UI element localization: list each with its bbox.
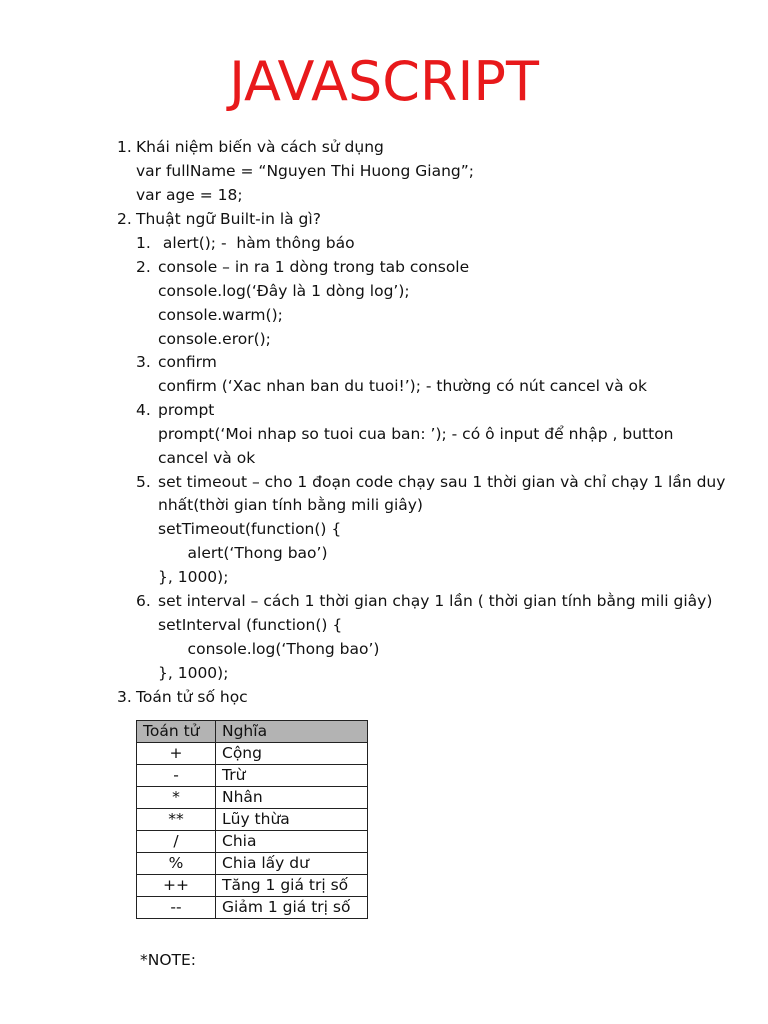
sub-item-line: confirm (‘Xac nhan ban du tuoi!’); - thường có nút cancel và ok: [158, 377, 647, 395]
table-row: [137, 831, 368, 853]
column-header: Toán tử: [137, 721, 216, 743]
sub-item-line: cancel và ok: [158, 449, 256, 467]
meaning-cell: Trừ: [216, 765, 368, 787]
operator-cell: +: [137, 743, 216, 765]
section-2-number: 2.: [117, 210, 132, 228]
sub-item-line: prompt(‘Moi nhap so tuoi cua ban: ’); - có ô input để nhập , button: [158, 425, 674, 443]
table-row: [137, 875, 368, 897]
note-label: *NOTE:: [140, 951, 197, 969]
sub-item-line: setInterval (function() {: [158, 616, 343, 634]
code-line: var age = 18;: [136, 186, 243, 204]
sub-item-number: 1.: [136, 234, 151, 252]
table-row: [137, 853, 368, 875]
meaning-cell: Chia lấy dư: [216, 853, 368, 875]
sub-item-line: setTimeout(function() {: [158, 520, 342, 538]
meaning-cell: Giảm 1 giá trị số: [216, 897, 368, 919]
table-row: [137, 787, 368, 809]
sub-item-line: alert(‘Thong bao’): [158, 544, 328, 562]
table-row: [137, 809, 368, 831]
table-row: [137, 743, 368, 765]
sub-item-line: }, 1000);: [158, 568, 229, 586]
section-3-heading: Toán tử số học: [136, 688, 248, 706]
meaning-cell: Lũy thừa: [216, 809, 368, 831]
sub-item-number: 3.: [136, 353, 151, 371]
table-row: [137, 765, 368, 787]
table-row: [137, 897, 368, 919]
meaning-cell: Tăng 1 giá trị số: [216, 875, 368, 897]
sub-item-line: nhất(thời gian tính bằng mili giây): [158, 496, 423, 514]
operator-cell: *: [137, 787, 216, 809]
meaning-cell: Nhân: [216, 787, 368, 809]
sub-item-line: console.log(‘Thong bao’): [158, 640, 380, 658]
sub-item-number: 2.: [136, 258, 151, 276]
sub-item-line: set timeout – cho 1 đoạn code chạy sau 1 thời gian và chỉ chạy 1 lần duy: [158, 473, 726, 491]
section-1-number: 1.: [117, 138, 132, 156]
operator-cell: -: [137, 765, 216, 787]
operator-cell: ++: [137, 875, 216, 897]
operator-cell: /: [137, 831, 216, 853]
sub-item-line: prompt: [158, 401, 215, 419]
sub-item-line: console – in ra 1 dòng trong tab console: [158, 258, 470, 276]
sub-item-number: 4.: [136, 401, 151, 419]
sub-item-line: alert(); - hàm thông báo: [158, 234, 355, 252]
sub-item-line: console.warm();: [158, 306, 283, 324]
sub-item-line: console.log(‘Đây là 1 dòng log’);: [158, 282, 410, 300]
section-1-heading: Khái niệm biến và cách sử dụng: [136, 138, 384, 156]
code-line: var fullName = “Nguyen Thi Huong Giang”;: [136, 162, 474, 180]
operator-cell: --: [137, 897, 216, 919]
sub-item-line: confirm: [158, 353, 217, 371]
sub-item-number: 5.: [136, 473, 151, 491]
sub-item-line: set interval – cách 1 thời gian chạy 1 lần ( thời gian tính bằng mili giây): [158, 592, 713, 610]
section-2-heading: Thuật ngữ Built-in là gì?: [136, 210, 321, 228]
sub-item-number: 6.: [136, 592, 151, 610]
operators-table: [136, 720, 368, 919]
column-header: Nghĩa: [216, 721, 368, 743]
sub-item-line: console.eror();: [158, 330, 271, 348]
table-header-row: [137, 721, 368, 743]
operator-cell: **: [137, 809, 216, 831]
meaning-cell: Chia: [216, 831, 368, 853]
meaning-cell: Cộng: [216, 743, 368, 765]
page-title: JAVASCRIPT: [229, 50, 539, 113]
sub-item-line: }, 1000);: [158, 664, 229, 682]
operator-cell: %: [137, 853, 216, 875]
section-3-number: 3.: [117, 688, 132, 706]
